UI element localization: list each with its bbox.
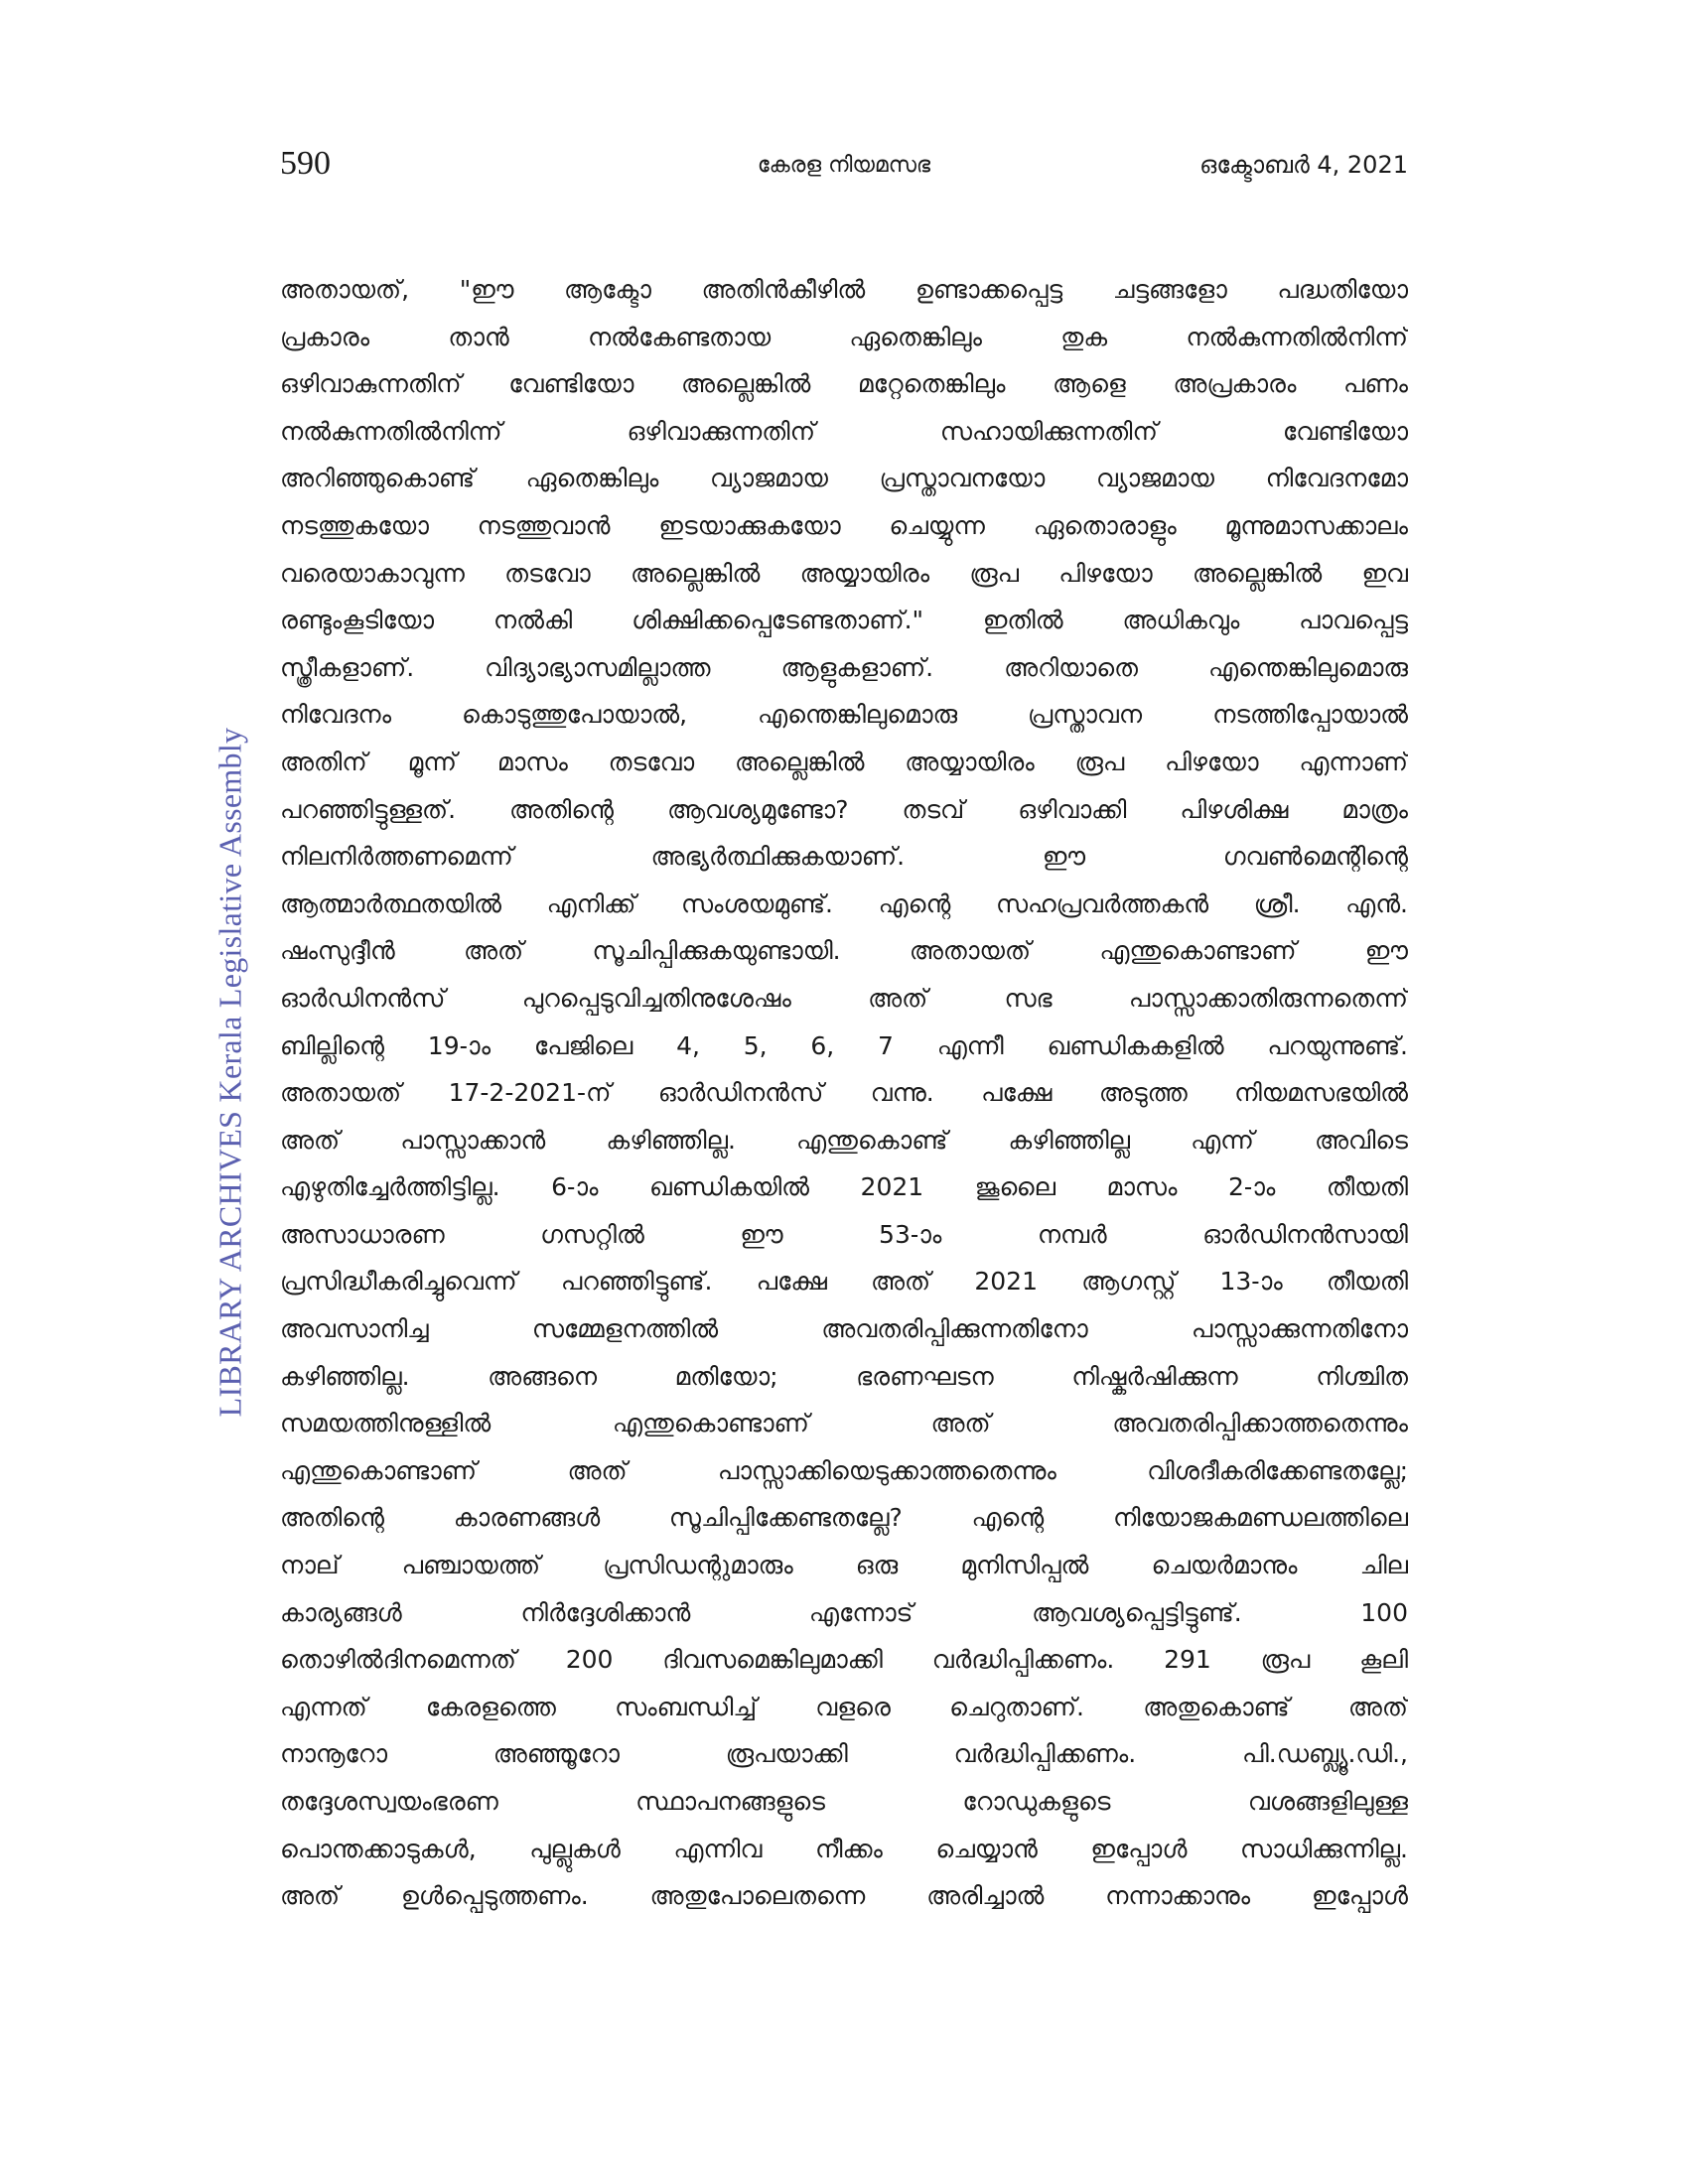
body-line: തൊഴിൽദിനമെന്നത് 200 ദിവസമെങ്കിലുമാക്കി വർദ്ധിപ്പിക്കണം. 291 രൂപ കൂലി <box>280 1645 1408 1675</box>
body-line: വരെയാകാവുന്ന തടവോ അല്ലെങ്കിൽ അയ്യായിരം രൂപ പിഴയോ അല്ലെങ്കിൽ ഇവ <box>280 558 1408 588</box>
body-line: എഴുതിച്ചേർത്തിട്ടില്ല. 6-ാം ഖണ്ഡികയിൽ 2021 ജൂലൈ മാസം 2-ാം തീയതി <box>280 1172 1408 1202</box>
body-line: ആത്മാർത്ഥതയിൽ എനിക്ക് സംശയമുണ്ട്. എന്റെ സഹപ്രവർത്തകൻ ശ്രീ. എൻ. <box>280 888 1408 918</box>
body-line: തദ്ദേശസ്വയംഭരണ സ്ഥാപനങ്ങളുടെ റോഡുകളുടെ വശങ്ങളിലുള്ള <box>280 1787 1408 1816</box>
body-line: അതായത് 17-2-2021-ന് ഓർഡിനൻസ് വന്നു. പക്ഷേ അടുത്ത നിയമസഭയിൽ <box>280 1078 1408 1108</box>
body-line: നൽകുന്നതിൽനിന്ന് ഒഴിവാക്കുന്നതിന് സഹായിക്കുന്നതിന് വേണ്ടിയോ <box>280 416 1408 446</box>
body-line: കഴിഞ്ഞില്ല. അങ്ങനെ മതിയോ; ഭരണഘടന നിഷ്കർഷിക്കുന്ന നിശ്ചിത <box>280 1361 1408 1391</box>
page-number: 590 <box>280 145 331 182</box>
body-line: അസാധാരണ ഗസറ്റിൽ ഈ 53-ാം നമ്പർ ഓർഡിനൻസായി <box>280 1219 1408 1249</box>
body-line: കാര്യങ്ങൾ നിർദ്ദേശിക്കാൻ എന്നോട് ആവശ്യപ്പെട്ടിട്ടുണ്ട്. 100 <box>280 1597 1408 1627</box>
body-line: പ്രസിദ്ധീകരിച്ചുവെന്ന് പറഞ്ഞിട്ടുണ്ട്. പക്ഷേ അത് 2021 ആഗസ്റ്റ് 13-ാം തീയതി <box>280 1267 1408 1297</box>
body-line: ബില്ലിന്റെ 19-ാം പേജിലെ 4, 5, 6, 7 എന്നീ ഖണ്ഡികകളിൽ പറയുന്നുണ്ട്. <box>280 1030 1408 1060</box>
header-title: കേരള നിയമസഭ <box>757 153 931 178</box>
body-line: അത് പാസ്സാക്കാൻ കഴിഞ്ഞില്ല. എന്തുകൊണ്ട് കഴിഞ്ഞില്ല എന്ന് അവിടെ <box>280 1125 1408 1155</box>
body-line: ഓർഡിനൻസ് പുറപ്പെടുവിച്ചതിനുശേഷം അത് സഭ പാസ്സാക്കാതിരുന്നതെന്ന് <box>280 983 1408 1013</box>
body-line: നിലനിർത്തണമെന്ന് അഭ്യർത്ഥിക്കുകയാണ്. ഈ ഗവൺമെന്റിന്റെ <box>280 842 1408 872</box>
body-line: അവസാനിച്ച സമ്മേളനത്തിൽ അവതരിപ്പിക്കുന്നതിനോ പാസ്സാക്കുന്നതിനോ <box>280 1314 1408 1344</box>
body-line: അതിന് മൂന്ന് മാസം തടവോ അല്ലെങ്കിൽ അയ്യായിരം രൂപ പിഴയോ എന്നാണ് <box>280 747 1408 776</box>
body-line: എന്തുകൊണ്ടാണ് അത് പാസ്സാക്കിയെടുക്കാത്തതെന്നും വിശദീകരിക്കേണ്ടതല്ലേ; <box>280 1455 1408 1485</box>
body-line: സമയത്തിനുള്ളിൽ എന്തുകൊണ്ടാണ് അത് അവതരിപ്പിക്കാത്തതെന്നും <box>280 1409 1408 1438</box>
library-archives-watermark: LIBRARY ARCHIVES Kerala Legislative Assembly <box>211 727 248 1418</box>
body-line: രണ്ടുംകൂടിയോ നൽകി ശിക്ഷിക്കപ്പെടേണ്ടതാണ്." ഇതിൽ അധികവും പാവപ്പെട്ട <box>280 606 1408 635</box>
body-text <box>280 266 1408 1920</box>
body-line: അതിന്റെ കാരണങ്ങൾ സൂചിപ്പിക്കേണ്ടതല്ലേ? എന്റെ നിയോജകമണ്ഡലത്തിലെ <box>280 1503 1408 1533</box>
header-date: ഒക്ടോബർ 4, 2021 <box>1199 151 1408 179</box>
body-line: അറിഞ്ഞുകൊണ്ട് ഏതെങ്കിലും വ്യാജമായ പ്രസ്താവനയോ വ്യാജമായ നിവേദനമോ <box>280 464 1408 493</box>
body-line: അത് ഉൾപ്പെടുത്തണം. അതുപോലെതന്നെ അരിച്ചാൽ നന്നാക്കാനും ഇപ്പോൾ <box>280 1881 1408 1911</box>
body-line: സ്ത്രീകളാണ്. വിദ്യാഭ്യാസമില്ലാത്ത ആളുകളാണ്. അറിയാതെ എന്തെങ്കിലുമൊരു <box>280 652 1408 682</box>
body-line: നടത്തുകയോ നടത്തുവാൻ ഇടയാക്കുകയോ ചെയ്യുന്ന ഏതൊരാളും മൂന്നുമാസക്കാലം <box>280 510 1408 540</box>
body-line: പ്രകാരം താൻ നൽകേണ്ടതായ ഏതെങ്കിലും തുക നൽകുന്നതിൽനിന്ന് <box>280 322 1408 351</box>
body-line: നാനൂറോ അഞ്ഞൂറോ രൂപയാക്കി വർദ്ധിപ്പിക്കണം. പി.ഡബ്ല്യൂ.ഡി., <box>280 1739 1408 1769</box>
body-line: നിവേദനം കൊടുത്തുപോയാൽ, എന്തെങ്കിലുമൊരു പ്രസ്താവന നടത്തിപ്പോയാൽ <box>280 700 1408 730</box>
body-line: എന്നത് കേരളത്തെ സംബന്ധിച്ച് വളരെ ചെറുതാണ്. അതുകൊണ്ട് അത് <box>280 1692 1408 1721</box>
body-line: ഷംസുദ്ദീൻ അത് സൂചിപ്പിക്കുകയുണ്ടായി. അതായത് എന്തുകൊണ്ടാണ് ഈ <box>280 936 1408 966</box>
body-line: നാല് പഞ്ചായത്ത് പ്രസിഡന്റുമാരും ഒരു മുനിസിപ്പൽ ചെയർമാനും ചില <box>280 1551 1408 1580</box>
body-line: അതായത്, "ഈ ആക്ടോ അതിൻകീഴിൽ ഉണ്ടാക്കപ്പെട്ട ചട്ടങ്ങളോ പദ്ധതിയോ <box>280 275 1408 304</box>
body-line: ഒഴിവാകുന്നതിന് വേണ്ടിയോ അല്ലെങ്കിൽ മറ്റേതെങ്കിലും ആളെ അപ്രകാരം പണം <box>280 369 1408 399</box>
body-line: പൊന്തക്കാടുകൾ, പുല്ലുകൾ എന്നിവ നീക്കം ചെയ്യാൻ ഇപ്പോൾ സാധിക്കുന്നില്ല. <box>280 1834 1408 1863</box>
body-line: പറഞ്ഞിട്ടുള്ളത്. അതിന്റെ ആവശ്യമുണ്ടോ? തടവ് ഒഴിവാക്കി പിഴശിക്ഷ മാത്രം <box>280 794 1408 824</box>
